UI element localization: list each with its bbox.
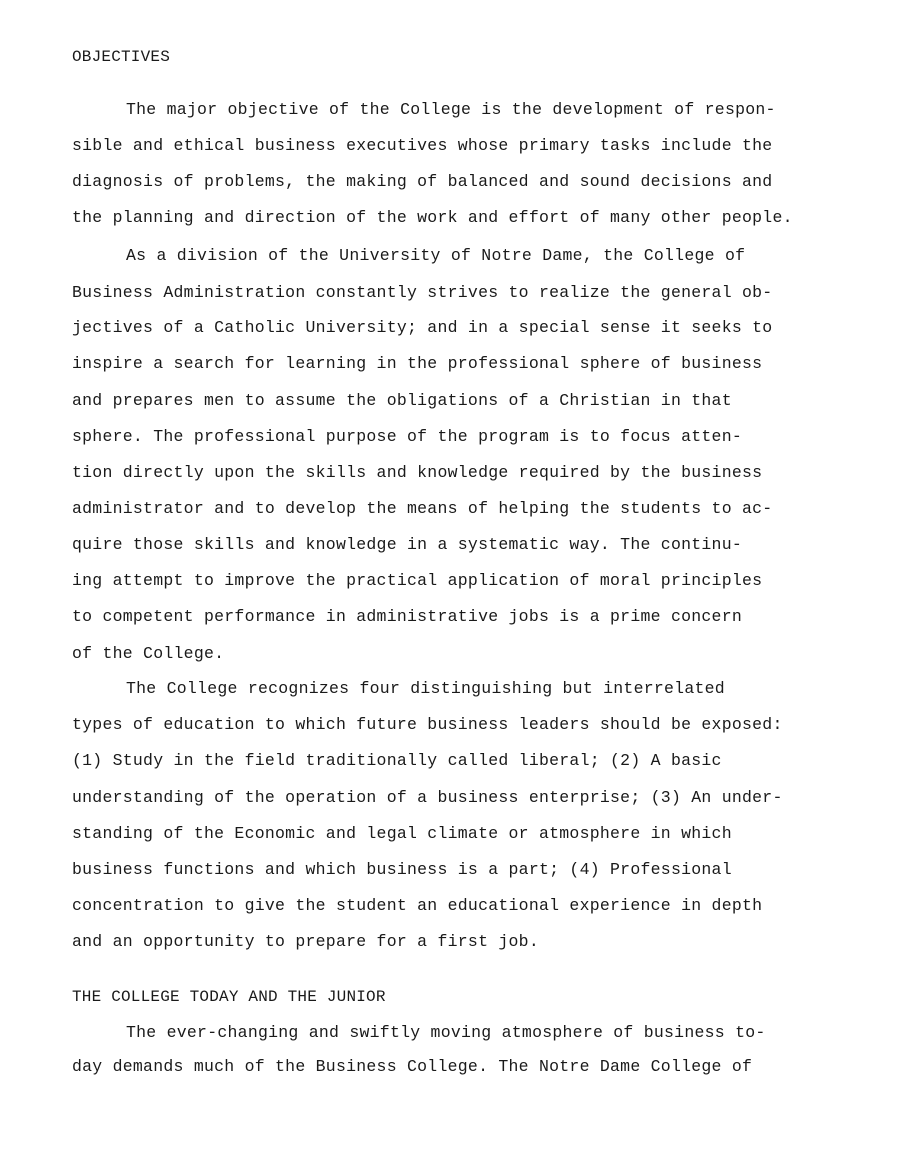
text-line: (1) Study in the field traditionally called liberal; (2) A basic bbox=[72, 751, 722, 770]
text-line: understanding of the operation of a business enterprise; (3) An under- bbox=[72, 788, 783, 807]
text-line: business functions and which business is a part; (4) Professional bbox=[72, 860, 732, 879]
text-line: The ever-changing and swiftly moving atmosphere of business to- bbox=[126, 1023, 766, 1042]
text-line: quire those skills and knowledge in a systematic way. The continu- bbox=[72, 535, 743, 554]
text-line: sible and ethical business executives whose primary tasks include the bbox=[72, 136, 773, 155]
text-line: The College recognizes four distinguishing but interrelated bbox=[126, 679, 725, 698]
text-line: administrator and to develop the means of helping the students to ac- bbox=[72, 499, 773, 518]
text-line: concentration to give the student an educational experience in depth bbox=[72, 896, 763, 915]
text-line: and an opportunity to prepare for a first job. bbox=[72, 932, 539, 951]
text-line: and prepares men to assume the obligations of a Christian in that bbox=[72, 391, 732, 410]
text-line: day demands much of the Business College. The Notre Dame College of bbox=[72, 1057, 753, 1076]
text-line: types of education to which future business leaders should be exposed: bbox=[72, 715, 783, 734]
section-heading-objectives: OBJECTIVES bbox=[72, 48, 171, 66]
text-line: The major objective of the College is the development of respon- bbox=[126, 100, 776, 119]
text-line: jectives of a Catholic University; and in a special sense it seeks to bbox=[72, 318, 773, 337]
text-line: sphere. The professional purpose of the program is to focus atten- bbox=[72, 427, 743, 446]
text-line: As a division of the University of Notre Dame, the College of bbox=[126, 246, 746, 265]
text-line: ing attempt to improve the practical application of moral principles bbox=[72, 571, 763, 590]
text-line: to competent performance in administrative jobs is a prime concern bbox=[72, 607, 743, 626]
text-line: the planning and direction of the work and effort of many other people. bbox=[72, 208, 793, 227]
text-line: inspire a search for learning in the professional sphere of business bbox=[72, 354, 763, 373]
text-line: Business Administration constantly strives to realize the general ob- bbox=[72, 283, 773, 302]
section-heading-college-today: THE COLLEGE TODAY AND THE JUNIOR bbox=[72, 988, 386, 1006]
text-line: tion directly upon the skills and knowledge required by the business bbox=[72, 463, 763, 482]
text-line: diagnosis of problems, the making of balanced and sound decisions and bbox=[72, 172, 773, 191]
text-line: of the College. bbox=[72, 644, 225, 663]
text-line: standing of the Economic and legal climate or atmosphere in which bbox=[72, 824, 732, 843]
